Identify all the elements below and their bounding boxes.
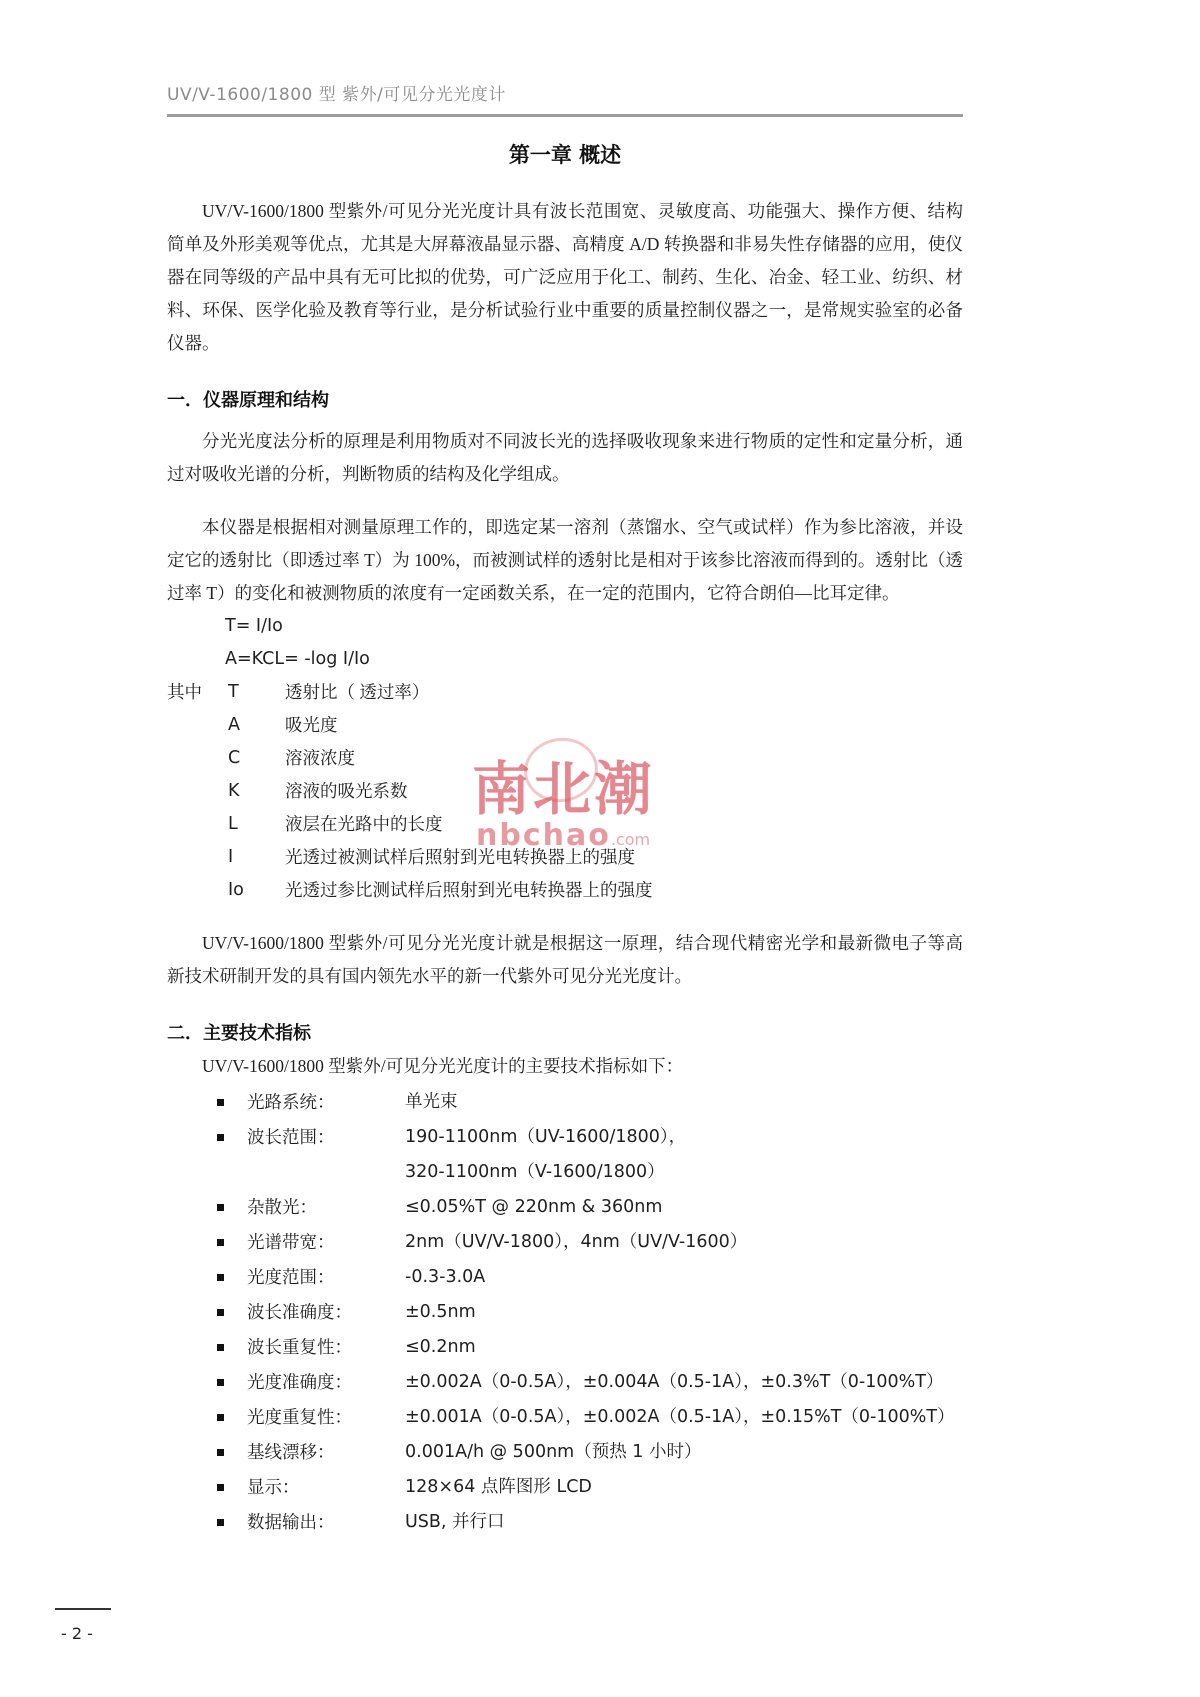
spec-value: ±0.002A（0-0.5A），±0.004A（0.5-1A），±0.3%T（0-100%T） [405,1372,944,1392]
bullet-icon [217,1260,247,1281]
spec-label: 显示： [247,1477,300,1497]
spec-value-line-1: 190-1100nm（UV-1600/1800）， [405,1127,687,1147]
section2-heading: 二．主要技术指标 [167,1023,311,1044]
definition-row [167,742,963,775]
spec-list [167,1085,963,1540]
header-title: UV/V-1600/1800 型 紫外/可见分光光度计 [167,85,506,105]
spec-label: 基线漂移： [247,1442,335,1462]
spec-label: 光谱带宽： [247,1232,335,1252]
spec-value: 128×64 点阵图形 LCD [405,1477,592,1497]
bullet-icon [217,1190,247,1211]
spec-value: USB, 并行口 [405,1512,505,1532]
definition-symbol: L [228,814,238,834]
spec-label: 光度准确度： [247,1372,352,1392]
formula-absorbance: A=KCL= -log I/Io [225,649,370,669]
bullet-icon [217,1365,247,1386]
spec-row-wavelength-range [167,1120,963,1190]
formula-transmittance: T= I/Io [225,616,283,636]
definition-meaning: 液层在光路中的长度 [285,814,443,834]
watermark-domain: nbchao [476,818,611,853]
spec-label: 杂散光： [247,1197,317,1217]
spec-row-data-output [167,1505,963,1540]
spec-label: 波长重复性： [247,1337,352,1357]
where-label: 其中 [167,682,202,702]
bullet-icon [217,1120,247,1141]
definition-row [167,874,963,907]
spec-label: 光度范围： [247,1267,335,1287]
spec-value: 2nm（UV/V-1800），4nm（UV/V-1600） [405,1232,748,1252]
spec-value: ±0.5nm [405,1302,476,1322]
definition-symbol: K [228,781,240,801]
spec-label: 数据输出： [247,1512,335,1532]
bullet-icon [217,1470,247,1491]
definition-meaning: 光透过被测试样后照射到光电转换器上的强度 [285,847,635,867]
spec-row-bandwidth [167,1225,963,1260]
spec-row-photometric-accuracy [167,1365,963,1400]
spec-value-line-2: 320-1100nm（V-1600/1800） [405,1162,665,1182]
spec-label: 光度重复性： [247,1407,352,1427]
definition-row [167,775,963,808]
intro-paragraph: UV/V-1600/1800 型紫外/可见分光光度计具有波长范围宽、灵敏度高、功能强大、操作方便、结构简单及外形美观等优点，尤其是大屏幕液晶显示器、高精度 A/D 转换器和非易失性存储器的应用，使仪器在同等级的产品中具有无可比拟的优势，可广泛应用于化工、制药、生化、冶金、轻工业、纺织、材料、环保、医学化验及教育等行业，是分析试验行业中重要的质量控制仪器之一，是常规实验室的必备仪器。 [167,201,963,353]
spec-row-optical-system [167,1085,963,1120]
definition-meaning: 透射比（ 透过率） [285,682,430,702]
definition-symbol: T [228,682,239,702]
definition-symbol: Io [228,880,244,900]
definition-symbol: I [228,847,234,867]
header-divider [167,114,963,117]
chapter-title: 第一章 概述 [508,143,622,167]
definition-meaning: 溶液的吸光系数 [285,781,408,801]
spec-row-wavelength-repeatability [167,1330,963,1365]
spec-row-photometric-repeatability [167,1400,963,1435]
page-footer [55,1608,111,1643]
spec-value: ≤0.05%T @ 220nm & 360nm [405,1197,663,1217]
spec-row-baseline-drift [167,1435,963,1470]
definition-meaning: 溶液浓度 [285,748,355,768]
bullet-icon [217,1085,247,1106]
definition-row [167,808,963,841]
watermark-domain-suffix: .com [610,830,651,849]
definition-meaning: 光透过参比测试样后照射到光电转换器上的强度 [285,880,653,900]
spec-value: 0.001A/h @ 500nm（预热 1 小时） [405,1442,702,1462]
page-content [167,0,963,1540]
principle-paragraph-1: 分光光度法分析的原理是利用物质对不同波长光的选择吸收现象来进行物质的定性和定量分析，通过对吸收光谱的分析，判断物质的结构及化学组成。 [167,431,963,484]
footer-divider [55,1608,111,1610]
bullet-icon [217,1330,247,1351]
definition-meaning: 吸光度 [285,715,338,735]
bullet-icon [217,1435,247,1456]
spec-label: 波长范围： [247,1127,335,1147]
spec-label: 光路系统： [247,1092,335,1112]
spec-row-photometric-range [167,1260,963,1295]
spec-value: ±0.001A（0-0.5A），±0.002A（0.5-1A），±0.15%T（0-100%T） [405,1407,955,1427]
page-number: - 2 - [61,1624,93,1643]
spec-value: -0.3-3.0A [405,1267,486,1287]
bullet-icon [217,1400,247,1421]
bullet-icon [217,1505,247,1526]
conclusion-paragraph: UV/V-1600/1800 型紫外/可见分光光度计就是根据这一原理，结合现代精密光学和最新微电子等高新技术研制开发的具有国内领先水平的新一代紫外可见分光光度计。 [167,933,963,986]
specs-intro: UV/V-1600/1800 型紫外/可见分光光度计的主要技术指标如下： [202,1056,684,1076]
definition-row-where [167,676,963,709]
spec-row-wavelength-accuracy [167,1295,963,1330]
definition-symbol: C [228,748,241,768]
watermark-text: 南北潮 [472,755,656,823]
bullet-icon [217,1225,247,1246]
principle-paragraph-2: 本仪器是根据相对测量原理工作的，即选定某一溶剂（蒸馏水、空气或试样）作为参比溶液，并设定它的透射比（即透过率 T）为 100%，而被测试样的透射比是相对于该参比溶液而得到的。透射比（透过率 T）的变化和被测物质的浓度有一定函数关系，在一定的范围内，它符合朗伯—比耳定律。 [167,517,963,603]
spec-row-display [167,1470,963,1505]
spec-value [405,1120,963,1190]
definition-row [167,841,963,874]
bullet-icon [217,1295,247,1316]
spec-value: 单光束 [405,1092,458,1112]
definition-row [167,709,963,742]
spec-value: ≤0.2nm [405,1337,476,1357]
spec-row-stray-light [167,1190,963,1225]
section1-heading: 一．仪器原理和结构 [167,390,329,411]
spec-label: 波长准确度： [247,1302,352,1322]
definition-symbol: A [228,715,240,735]
